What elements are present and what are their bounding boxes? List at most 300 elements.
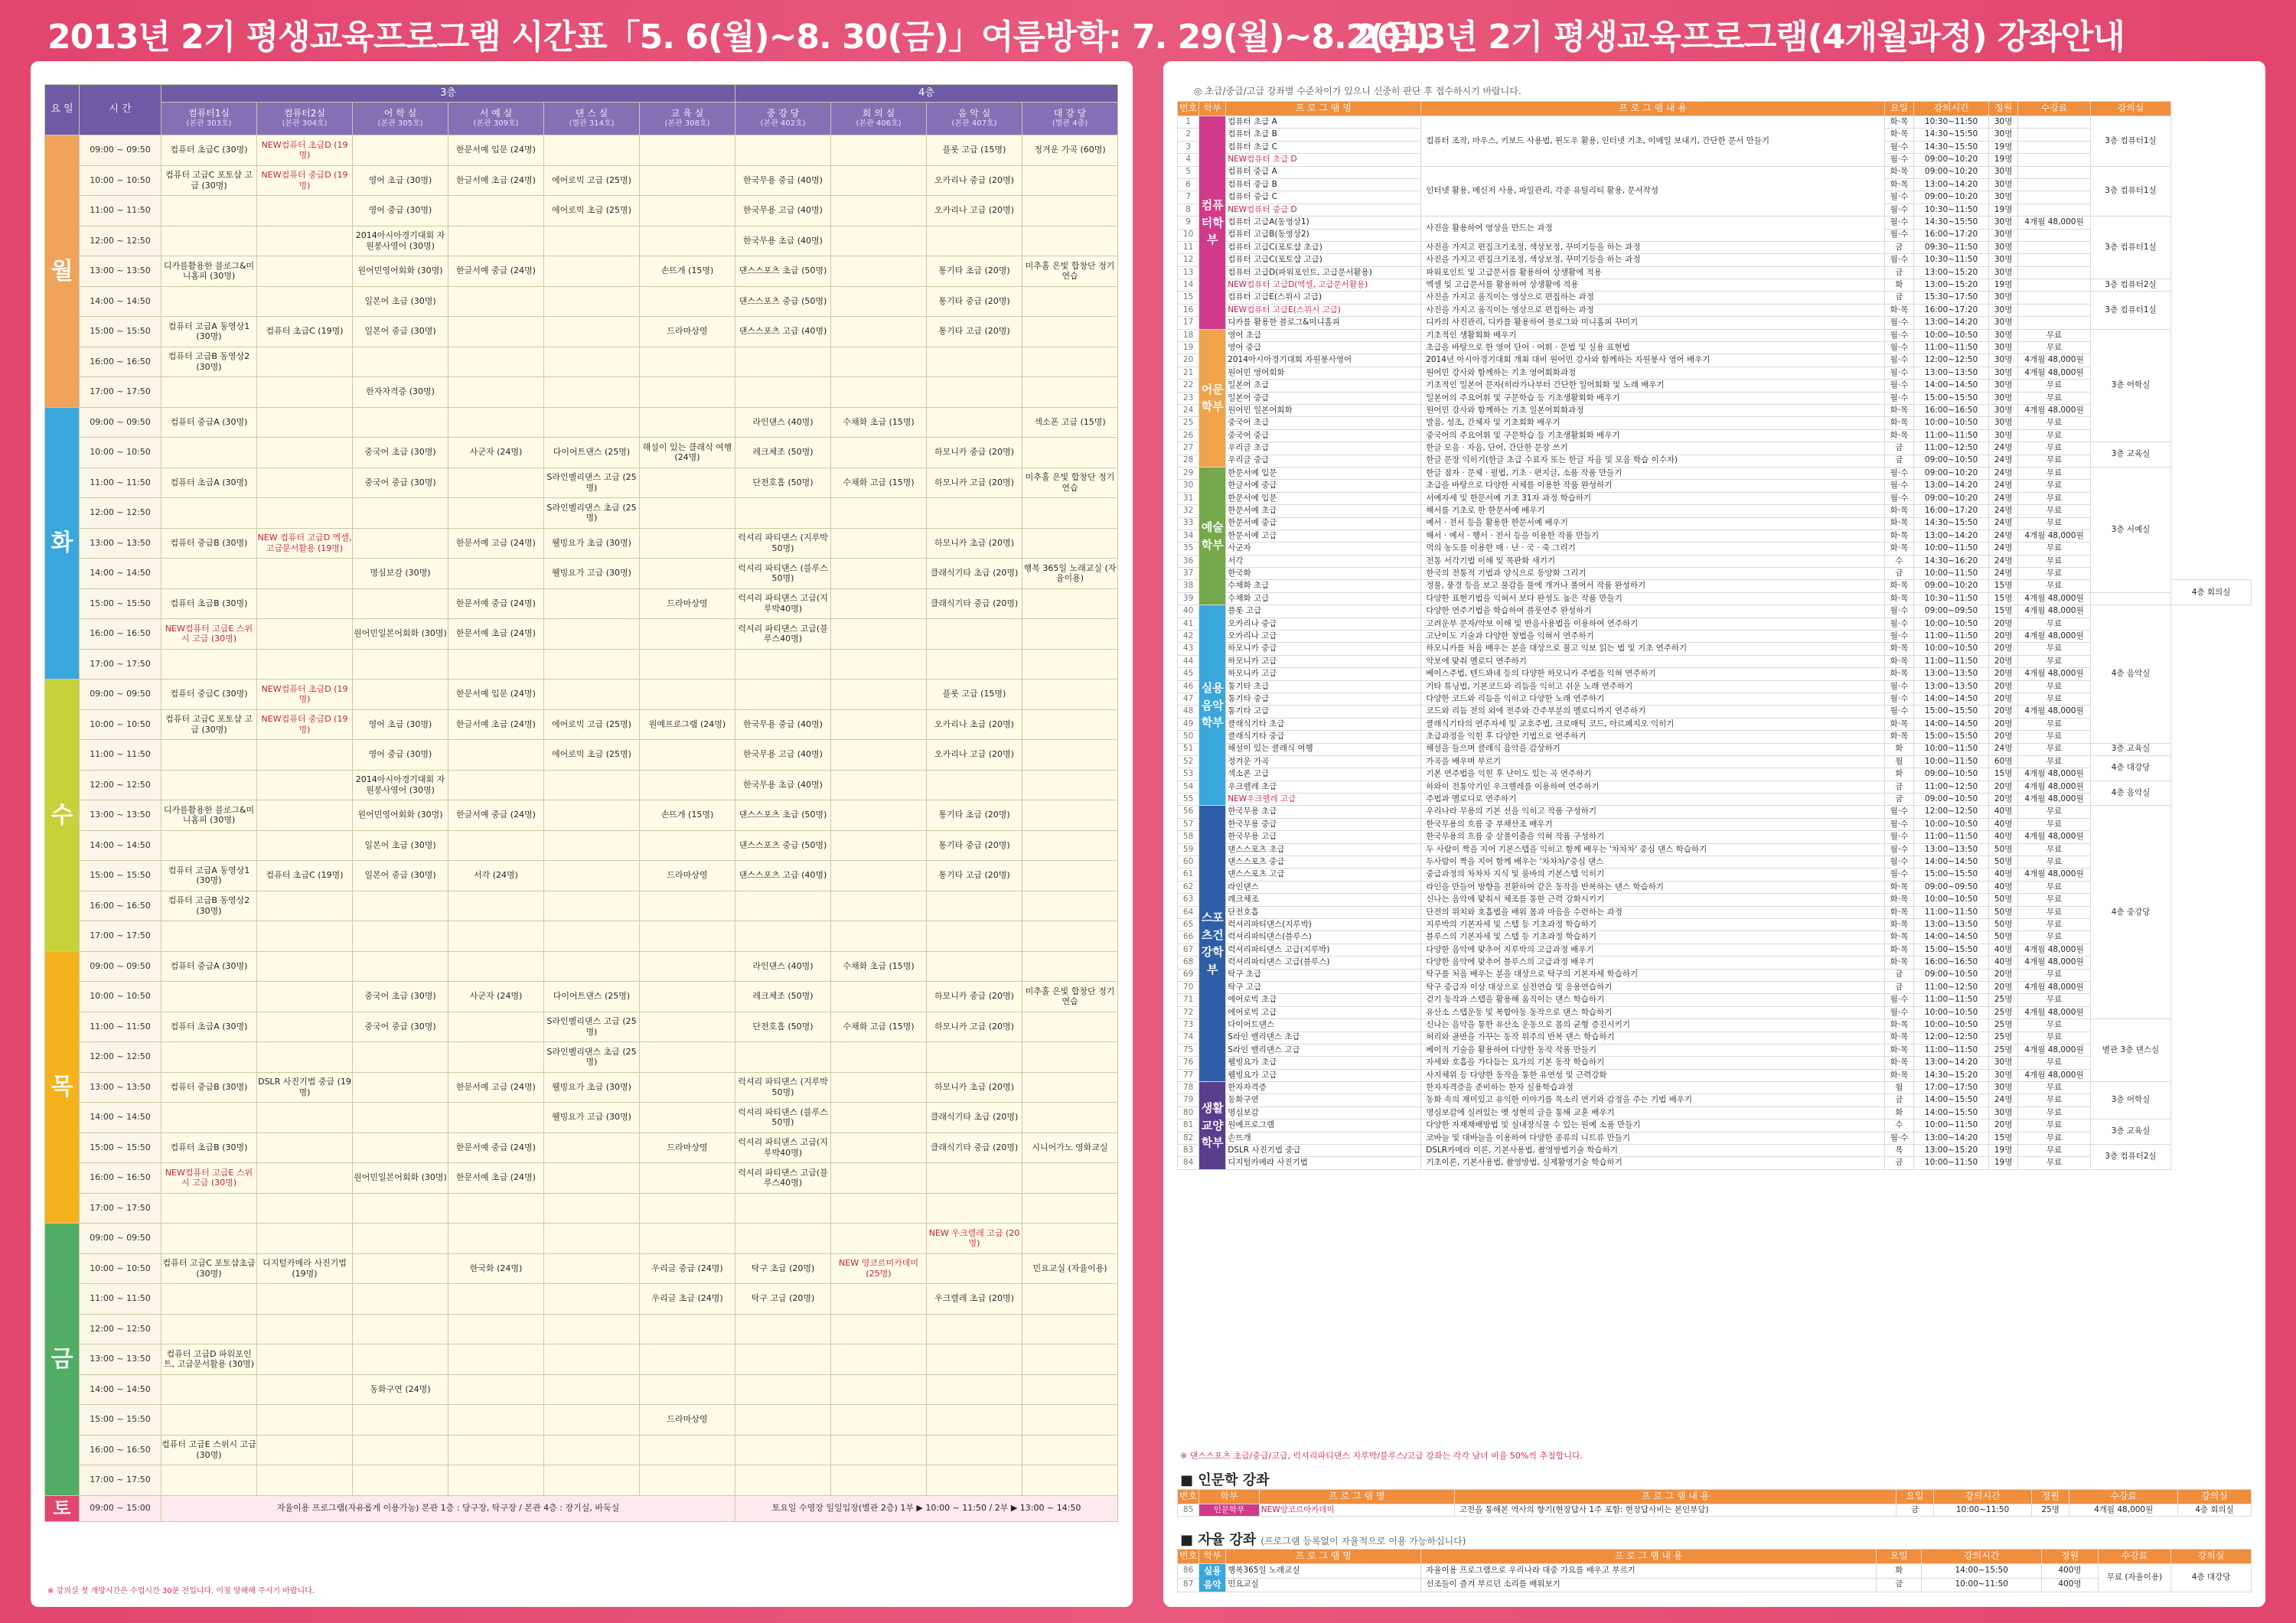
class-cell — [735, 377, 831, 408]
course-description: 코드와 리듬 전의 외에 전주와 간주부분의 멜로디까지 연주하기 — [1421, 706, 1885, 718]
time-cell: 16:00 ~ 16:50 — [80, 891, 161, 921]
class-cell — [353, 498, 448, 529]
course-number: 55 — [1178, 794, 1199, 806]
class-cell — [927, 226, 1022, 256]
course-capacity: 24명 — [1989, 455, 2018, 467]
room-location: (본관 305호) — [377, 119, 423, 129]
class-cell — [544, 800, 640, 831]
class-cell: 한글서예 초급 (24명) — [448, 165, 544, 196]
column-header: 번호 — [1178, 102, 1199, 116]
course-capacity: 20명 — [1989, 731, 2018, 743]
course-capacity: 30명 — [1989, 342, 2018, 354]
time-cell: 17:00 ~ 17:50 — [80, 377, 161, 408]
class-cell — [353, 1224, 448, 1254]
class-cell — [640, 1314, 735, 1344]
class-cell — [257, 1163, 353, 1194]
course-hours: 09:30~11:50 — [1913, 241, 1988, 253]
class-cell: 통기타 중급 (20명) — [927, 286, 1022, 317]
course-capacity: 19명 — [1989, 279, 2018, 292]
course-row — [1178, 392, 2252, 404]
column-header: 요일 — [1896, 1490, 1934, 1504]
course-description: 베이직 기술을 활용하여 다양한 동작 작품 만들기 — [1421, 1044, 1885, 1056]
humanities-table — [1177, 1489, 2252, 1517]
course-number: 48 — [1178, 706, 1199, 718]
course-fee — [2018, 266, 2091, 279]
department-label: 어문학부 — [1199, 329, 1226, 467]
class-cell: 탁구 초급 (20명) — [735, 1253, 831, 1284]
course-fee: 무료 — [2018, 643, 2091, 655]
class-cell: NEW 우크렐레 고급 (20명) — [927, 1224, 1022, 1254]
course-hours: 09:00~09:50 — [1913, 605, 1988, 618]
class-cell — [1022, 1163, 1118, 1194]
course-hours: 11:00~11:50 — [1913, 831, 1988, 843]
course-row — [1178, 755, 2252, 768]
class-cell: 영어 중급 (30명) — [353, 740, 448, 771]
course-fee: 4개월 48,000원 — [2018, 943, 2091, 956]
course-room: 3층 어학실 — [2091, 1082, 2171, 1119]
course-row — [1178, 1031, 2252, 1044]
class-cell: 한글서예 중급 (24명) — [448, 256, 544, 287]
time-cell: 12:00 ~ 12:50 — [80, 1314, 161, 1344]
class-cell — [927, 1344, 1022, 1375]
class-cell — [831, 1405, 927, 1436]
class-cell: 라인댄스 (40명) — [735, 951, 831, 982]
course-name: 2014아시아경기대회 자원봉사영어 — [1226, 354, 1421, 367]
class-cell — [257, 1435, 353, 1465]
class-cell — [735, 1042, 831, 1073]
class-cell: 디카를활용한 블로그&미니홈피 (30명) — [161, 800, 257, 831]
course-capacity: 20명 — [1989, 718, 2018, 730]
course-name: 통기타 초급 — [1226, 680, 1421, 693]
course-days: 화 — [1877, 1564, 1922, 1579]
class-cell — [640, 770, 735, 800]
column-header: 프 로 그 램 내 용 — [1421, 1550, 1877, 1564]
course-name: 일본어 중급 — [1226, 392, 1421, 404]
course-fee: 무료 — [2018, 731, 2091, 743]
class-cell: 한국무용 고급 (40명) — [735, 196, 831, 227]
course-capacity: 30명 — [1989, 254, 2018, 266]
room-name: 댄 스 실 — [575, 108, 608, 119]
course-capacity: 20명 — [1989, 655, 2018, 667]
course-number: 86 — [1178, 1564, 1199, 1579]
class-cell — [257, 921, 353, 952]
class-cell — [831, 256, 927, 287]
course-number: 66 — [1178, 931, 1199, 943]
class-cell: 오카리나 고급 (20명) — [927, 740, 1022, 771]
class-cell — [640, 921, 735, 952]
course-row — [1178, 881, 2252, 893]
course-fee: 무료 — [2018, 480, 2091, 492]
course-hours: 14:00~15:50 — [1913, 1106, 1988, 1119]
class-cell: 하모니카 고급 (20명) — [927, 1012, 1022, 1042]
class-cell — [257, 347, 353, 377]
course-name: 한글서예 중급 — [1226, 480, 1421, 492]
time-row — [45, 680, 1118, 710]
column-header: 요일 — [1885, 102, 1914, 116]
course-fee: 무료 — [2018, 806, 2091, 818]
class-cell — [831, 861, 927, 891]
course-fee — [2018, 204, 2091, 216]
class-cell — [927, 1465, 1022, 1496]
class-cell — [640, 1224, 735, 1254]
course-days: 금 — [1885, 568, 1914, 580]
class-cell — [353, 1405, 448, 1436]
course-name: 한국무용 중급 — [1226, 818, 1421, 830]
class-cell — [161, 1042, 257, 1073]
course-fee: 무료 — [2018, 843, 2091, 855]
class-cell — [831, 588, 927, 619]
class-cell — [257, 830, 353, 861]
class-cell — [257, 951, 353, 982]
course-hours: 11:00~11:50 — [1913, 1044, 1988, 1056]
class-cell: 일본어 중급 (30명) — [353, 861, 448, 891]
time-cell: 17:00 ~ 17:50 — [80, 649, 161, 680]
course-number: 46 — [1178, 680, 1199, 693]
time-row — [45, 1193, 1118, 1224]
class-cell — [257, 649, 353, 680]
course-row — [1178, 568, 2252, 580]
class-cell: 한문서예 초급 (24명) — [448, 1163, 544, 1194]
course-fee: 무료 — [2018, 718, 2091, 730]
room-location: (본관 406호) — [856, 119, 902, 129]
class-cell — [257, 1042, 353, 1073]
course-description: 기초이론, 기본사용법, 촬영방법, 실제활영기술 학습하기 — [1421, 1157, 1885, 1169]
class-cell — [735, 680, 831, 710]
course-row — [1178, 668, 2252, 680]
class-cell — [1022, 649, 1118, 680]
course-days: 월·수 — [1885, 680, 1914, 693]
course-name: 한문서예 입문 — [1226, 492, 1421, 504]
room-header — [544, 103, 640, 135]
course-name: 정겨운 가곡 — [1226, 755, 1421, 768]
course-days: 금 — [1885, 455, 1914, 467]
class-cell — [927, 498, 1022, 529]
class-cell — [353, 1465, 448, 1496]
course-row — [1178, 794, 2252, 806]
class-cell — [1022, 1314, 1118, 1344]
course-description: 원어민 강사와 함께하는 기초 일본어회화과정 — [1421, 404, 1885, 416]
class-cell — [448, 830, 544, 861]
course-name: 클래식기타 초급 — [1226, 718, 1421, 730]
class-cell: 우리글 초급 (24명) — [640, 1284, 735, 1315]
course-fee: 무료 — [2018, 919, 2091, 931]
course-capacity: 25명 — [1989, 1031, 2018, 1044]
class-cell — [544, 1163, 640, 1194]
course-fee: 4개월 48,000원 — [2069, 1504, 2178, 1517]
course-fee: 무료 — [2018, 1094, 2091, 1106]
class-cell: 원어민일본어회화 (30명) — [353, 619, 448, 650]
course-room: 4층 중강당 — [2091, 806, 2171, 1019]
course-description: 예서 · 전서 등을 활용한 한문서예 배우기 — [1421, 517, 1885, 530]
class-cell: 우리글 중급 (24명) — [640, 1253, 735, 1284]
course-number: 85 — [1178, 1504, 1199, 1517]
class-cell — [735, 1465, 831, 1496]
course-capacity: 30명 — [1989, 392, 2018, 404]
class-cell — [927, 1314, 1022, 1344]
course-capacity: 40명 — [1989, 957, 2018, 969]
course-description: 명심보감에 실려있는 옛 성현의 글을 통해 교훈 배우기 — [1421, 1106, 1885, 1119]
course-fee — [2018, 141, 2091, 153]
room-location: (별관 314호) — [569, 119, 615, 129]
class-cell — [448, 226, 544, 256]
course-fee — [2018, 154, 2091, 166]
course-hours: 13:00~14:20 — [1913, 530, 1988, 542]
course-number: 22 — [1178, 380, 1199, 392]
course-room: 4층 대강당 — [2091, 755, 2171, 781]
course-fee: 무료 — [2018, 680, 2091, 693]
class-cell — [257, 770, 353, 800]
course-row — [1178, 517, 2252, 530]
time-cell: 12:00 ~ 12:50 — [80, 498, 161, 529]
course-fee: 무료 — [2018, 492, 2091, 504]
class-cell — [161, 740, 257, 771]
course-row — [1178, 354, 2252, 367]
department-label: 스포츠건강학부 — [1199, 806, 1226, 1082]
class-cell — [831, 1193, 927, 1224]
course-number: 70 — [1178, 981, 1199, 993]
class-cell — [448, 1405, 544, 1436]
course-days: 월·수 — [1885, 605, 1914, 618]
course-hours: 11:00~12:50 — [1913, 781, 1988, 793]
course-number: 75 — [1178, 1044, 1199, 1056]
course-name: 하모니카 고급 — [1226, 668, 1421, 680]
class-cell: 오카리나 초급 (20명) — [927, 709, 1022, 740]
course-days: 화·목 — [1885, 304, 1914, 316]
free-title-text: ■ 자율 강좌 — [1180, 1532, 1257, 1548]
course-name: 한국무용 고급 — [1226, 831, 1421, 843]
course-description: 해서를 기초로 한 한문서예 배우기 — [1421, 505, 1885, 517]
course-hours: 13:00~13:50 — [1913, 843, 1988, 855]
column-header: 학부 — [1199, 1490, 1260, 1504]
time-cell: 16:00 ~ 16:50 — [80, 1435, 161, 1465]
course-name: 탁구 고급 — [1226, 981, 1421, 993]
course-fee: 4개월 48,000원 — [2018, 404, 2091, 416]
course-days: 화·목 — [1885, 580, 1914, 592]
class-cell — [831, 649, 927, 680]
course-row — [1178, 467, 2252, 479]
course-row — [1178, 480, 2252, 492]
class-cell — [640, 1465, 735, 1496]
class-cell: 럭셔리 파티댄스 (블루스50명) — [735, 559, 831, 589]
class-cell — [831, 498, 927, 529]
course-name: 럭셔리파티댄스(지루박) — [1226, 919, 1421, 931]
course-name: NEW앙코르아카데미 — [1259, 1504, 1454, 1517]
course-name: 한자자격증 — [1226, 1082, 1421, 1094]
course-row — [1178, 1132, 2252, 1144]
class-cell — [161, 1224, 257, 1254]
course-capacity: 30명 — [1989, 429, 2018, 442]
time-row — [45, 1133, 1118, 1163]
class-cell: 한문서예 중급 (24명) — [448, 588, 544, 619]
class-cell: 미추홀 은빛 합창단 정기연습 — [1022, 982, 1118, 1012]
course-name: 컴퓨터 고급C(포토샵 초급) — [1226, 241, 1421, 253]
course-fee — [2018, 292, 2091, 304]
course-fee: 무료 — [2018, 1019, 2091, 1031]
time-row — [45, 951, 1118, 982]
class-cell — [1022, 347, 1118, 377]
day-label: 목 — [45, 951, 80, 1224]
course-days: 화·목 — [1885, 530, 1914, 542]
course-hours: 15:00~15:50 — [1913, 869, 1988, 881]
class-cell — [735, 1344, 831, 1375]
course-days: 금 — [1885, 241, 1914, 253]
course-fee: 4개월 48,000원 — [2018, 592, 2091, 605]
class-cell — [544, 377, 640, 408]
class-cell — [257, 256, 353, 287]
course-row — [1178, 1057, 2252, 1069]
course-description: 동화 속의 재미있고 유익한 이야기를 목소리 연기와 감정을 주는 기법 배우기 — [1421, 1094, 1885, 1106]
course-fee: 4개월 48,000원 — [2018, 831, 2091, 843]
course-capacity: 20명 — [1989, 668, 2018, 680]
class-cell — [640, 982, 735, 1012]
course-capacity: 30명 — [1989, 116, 2018, 129]
course-fee: 무료 — [2018, 543, 2091, 555]
course-row — [1178, 166, 2252, 178]
course-days: 화·목 — [1885, 1069, 1914, 1081]
time-cell: 10:00 ~ 10:50 — [80, 438, 161, 468]
class-cell — [1022, 709, 1118, 740]
class-cell — [640, 559, 735, 589]
time-cell: 10:00 ~ 10:50 — [80, 165, 161, 196]
course-name: 한문서예 입문 — [1226, 467, 1421, 479]
course-capacity: 50명 — [1989, 843, 2018, 855]
course-room: 3층 서예실 — [2091, 467, 2171, 592]
class-cell: 컴퓨터 고급D 파워포인트, 고급문서활용 (30명) — [161, 1344, 257, 1375]
class-cell — [831, 1284, 927, 1315]
course-description: 인터넷 활용, 메신저 사용, 파일관리, 각종 유틸리티 활용, 문서작성 — [1421, 166, 1885, 217]
course-description: 두사람이 짝을 지어 함께 배우는 '차차차/'중심 댄스 — [1421, 856, 1885, 869]
time-row — [45, 830, 1118, 861]
class-cell — [544, 1405, 640, 1436]
time-cell: 17:00 ~ 17:50 — [80, 921, 161, 952]
course-fee — [2018, 229, 2091, 241]
class-cell: 일본어 중급 (30명) — [353, 317, 448, 347]
class-cell — [353, 680, 448, 710]
time-cell: 16:00 ~ 16:50 — [80, 1163, 161, 1194]
class-cell: 다이어트댄스 (25명) — [544, 982, 640, 1012]
class-cell — [927, 770, 1022, 800]
course-capacity: 30명 — [1989, 217, 2018, 229]
course-description: 다양한 표현기법을 익혀서 보다 완성도 높은 작품 만들기 — [1421, 592, 1885, 605]
course-description: 자세와 호흡을 가다듬는 요가의 기본 동작 학습하기 — [1421, 1057, 1885, 1069]
class-cell — [831, 286, 927, 317]
class-cell: NEW컴퓨터 초급D (19명) — [257, 680, 353, 710]
course-row — [1178, 543, 2252, 555]
time-row — [45, 1465, 1118, 1496]
course-fee: 무료 — [2018, 1119, 2091, 1132]
course-description: 중급과정의 차차차 지식 및 룸바의 기본스텝 익히기 — [1421, 869, 1885, 881]
course-number: 72 — [1178, 1006, 1199, 1018]
course-number: 57 — [1178, 818, 1199, 830]
class-cell — [1022, 1224, 1118, 1254]
class-cell — [448, 1465, 544, 1496]
class-cell — [735, 891, 831, 921]
class-cell — [257, 982, 353, 1012]
course-description: 라인을 만들어 방향을 전환하여 같은 동작을 반복하는 댄스 학습하기 — [1421, 881, 1885, 893]
class-cell: 웰빙요가 고급 (30명) — [544, 1103, 640, 1133]
class-cell: 일본어 초급 (30명) — [353, 830, 448, 861]
class-cell — [544, 588, 640, 619]
class-cell — [927, 619, 1022, 650]
room-name: 교 육 실 — [670, 108, 704, 119]
class-cell: 디지털카메라 사진기법 (19명) — [257, 1253, 353, 1284]
class-cell — [640, 286, 735, 317]
course-description: 컴퓨터 조작, 마우스, 키보드 사용법, 윈도우 활용, 인터넷 기초, 이메일 보내기, 간단한 문서 만들기 — [1421, 116, 1885, 167]
course-name: 중국어 중급 — [1226, 429, 1421, 442]
course-days: 화·목 — [1885, 1044, 1914, 1056]
course-name: 에어로빅 고급 — [1226, 1006, 1421, 1018]
class-cell: 웰빙요가 초급 (30명) — [544, 1072, 640, 1103]
time-cell: 10:00 ~ 10:50 — [80, 709, 161, 740]
time-cell: 12:00 ~ 12:50 — [80, 770, 161, 800]
course-row — [1178, 530, 2252, 542]
course-row — [1178, 655, 2252, 667]
course-days: 금 — [1885, 794, 1914, 806]
course-hours: 11:00~11:50 — [1913, 342, 1988, 354]
class-cell: 럭셔리 파티댄스 (지루박50명) — [735, 1072, 831, 1103]
class-cell — [544, 680, 640, 710]
course-capacity: 50명 — [1989, 931, 2018, 943]
course-description: 주법과 멜로디로 연주하기 — [1421, 794, 1885, 806]
course-description: 파워포인트 및 고급문서를 활용하여 상생활에 적용 — [1421, 266, 1885, 279]
course-name: 사군자 — [1226, 543, 1421, 555]
class-cell — [257, 1344, 353, 1375]
class-cell — [257, 1465, 353, 1496]
course-capacity: 24명 — [1989, 555, 2018, 567]
course-description: 걷기 동작과 스텝을 활용해 움직이는 댄스 학습하기 — [1421, 994, 1885, 1006]
class-cell — [1022, 196, 1118, 227]
course-description: 먹의 농도를 이용한 매 · 난 · 국 · 죽 그리기 — [1421, 543, 1885, 555]
class-cell — [353, 1435, 448, 1465]
course-name: 플롯 고급 — [1226, 605, 1421, 618]
course-fee: 무료 — [2018, 618, 2091, 630]
course-name: 통기타 고급 — [1226, 706, 1421, 718]
course-description: 사진을 가지고 움직이는 영상으로 편집하는 과정 — [1421, 292, 1885, 304]
class-cell — [831, 740, 927, 771]
course-hours: 09:00~10:20 — [1913, 580, 1988, 592]
time-cell: 15:00 ~ 15:50 — [80, 861, 161, 891]
course-row — [1178, 429, 2252, 442]
class-cell — [544, 1284, 640, 1315]
course-capacity: 24명 — [1989, 568, 2018, 580]
class-cell: 하모니카 초급 (20명) — [927, 1072, 1022, 1103]
time-row — [45, 528, 1118, 559]
course-name: 행복365일 노래교실 — [1226, 1564, 1421, 1579]
course-description: 기타 튜닝법, 기본코드와 리듬을 익히고 쉬운 노래 연주하기 — [1421, 680, 1885, 693]
course-hours: 14:00~15:50 — [1913, 1094, 1988, 1106]
class-cell: 중국어 초급 (30명) — [353, 438, 448, 468]
class-cell — [640, 468, 735, 498]
room-location: (본관 303호) — [186, 119, 232, 129]
class-cell — [544, 951, 640, 982]
course-fee: 무료 — [2018, 455, 2091, 467]
course-description: 사진을 가지고 편집크기조정, 색상보정, 꾸미기등을 하는 과정 — [1421, 241, 1885, 253]
class-cell — [448, 1224, 544, 1254]
course-description: 2014년 아시아경기대회 개최 대비 원어민 강사와 함께하는 자원봉사 영어 배우기 — [1421, 354, 1885, 367]
course-name: 웰빙요가 고급 — [1226, 1069, 1421, 1081]
class-cell — [257, 407, 353, 438]
course-name: 우리글 초급 — [1226, 442, 1421, 455]
course-row — [1178, 943, 2252, 956]
course-days: 수 — [1885, 1119, 1914, 1132]
course-hours: 11:00~11:50 — [1913, 906, 1988, 918]
course-capacity: 30명 — [1989, 178, 2018, 191]
class-cell — [640, 619, 735, 650]
column-header: 강의시간 — [1913, 102, 1988, 116]
class-cell — [1022, 1012, 1118, 1042]
class-cell — [831, 226, 927, 256]
course-description: 신나는 음악을 통한 유산소 운동으로 몸의 균형 증진시키기 — [1421, 1019, 1885, 1031]
